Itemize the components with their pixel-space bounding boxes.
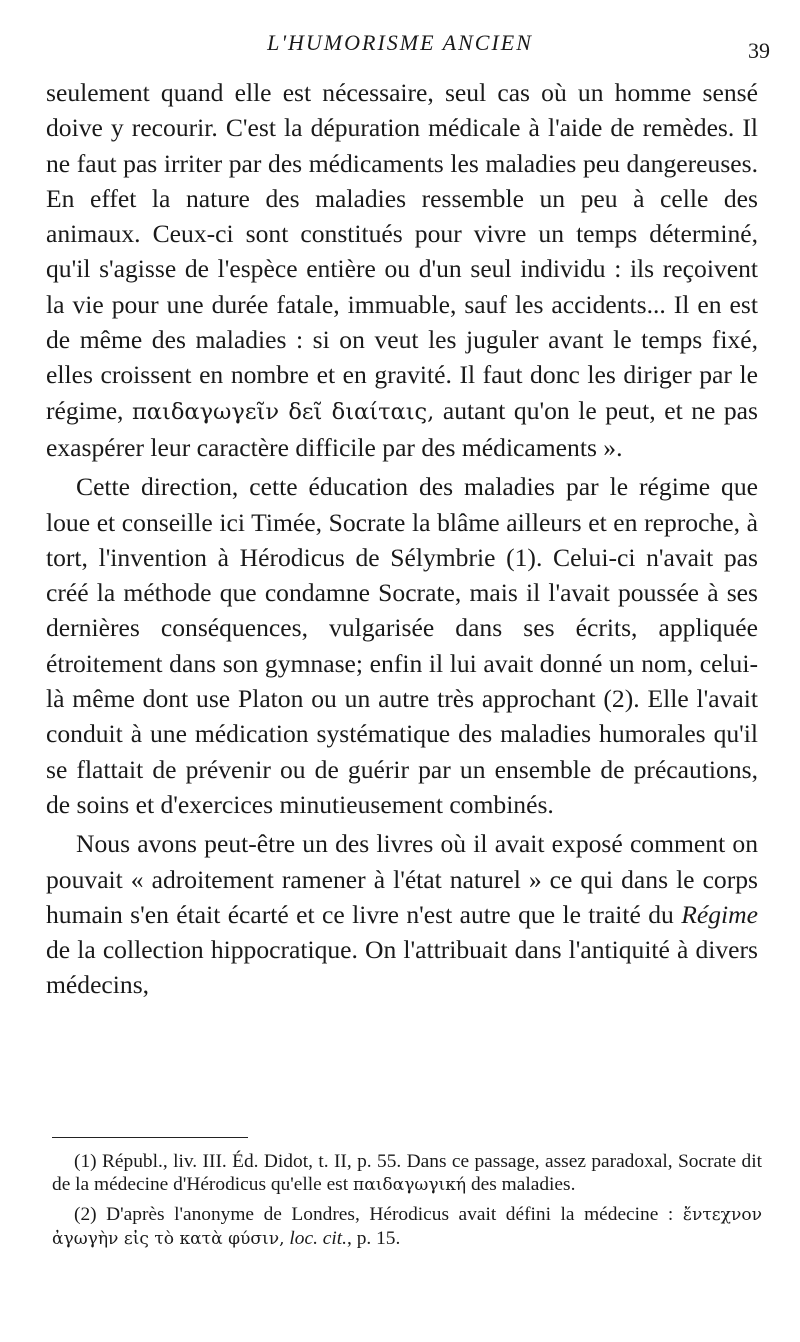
paragraph-1-text-b: autant qu'on le peut, et ne pas exaspérer leur caractère difficile par des médicaments ». — [46, 395, 758, 462]
footnote-divider — [52, 1137, 248, 1138]
paragraph-3-text-b: de la collection hippocratique. On l'attribuait dans l'antiquité à divers médecins, — [46, 935, 758, 1000]
footnote-2-text-a: (2) D'après l'anonyme de Londres, Hérodicus avait défini la médecine : — [74, 1204, 674, 1225]
footnote-2-citation: loc. cit. — [289, 1228, 348, 1249]
footnotes — [52, 1150, 762, 1257]
body-text — [46, 75, 758, 1003]
paragraph-3-text-a: Nous avons peut-être un des livres où il avait exposé comment on pouvait « adroitement ramener à l'état naturel » ce qui dans le corps humain s'en était écarté et ce livre n'est autre que le traité du — [46, 829, 758, 929]
page-number: 39 — [748, 38, 770, 63]
paragraph-3 — [46, 826, 758, 1002]
footnote-2-text-b: , p. 15. — [347, 1228, 401, 1249]
paragraph-1-text-a: seulement quand elle est nécessaire, seul cas où un homme sensé doive y recourir. C'est la dépuration médicale à l'aide de remèdes. Il ne faut pas irriter par des médicaments les maladies peu dangereuses. En effet la nature des maladies ressemble un peu à celle des animaux. Ceux-ci sont constitués pour vivre un temps déterminé, qu'il s'agisse de l'espèce entière ou d'un seul individu : ils reçoivent la vie pour une durée fatale, immuable, sauf les accidents... Il en est de même des maladies : si on veut les juguler avant le temps fixé, elles croissent en nombre et en gravité. Il faut donc les diriger par le régime, — [46, 78, 758, 425]
footnote-1-text-b: des maladies. — [470, 1174, 576, 1195]
greek-phrase: παιδαγωγεῖν δεῖ διαίταις, — [132, 398, 435, 425]
book-title-regime: Régime — [681, 899, 758, 929]
paragraph-1 — [46, 75, 758, 465]
footnote-1-greek: παιδαγωγική — [352, 1175, 467, 1195]
paragraph-2: Cette direction, cette éducation des maladies par le régime que loue et conseille ici Timée, Socrate la blâme ailleurs et en reproche, à tort, l'invention à Hérodicus de Sélymbrie (1). Celui-ci n'avait pas créé la méthode que condamne Socrate, mais il l'avait poussée à ses dernières conséquences, vulgarisée dans ses écrits, appliquée étroitement dans son gymnase; enfin il lui avait donné un nom, celui-là même dont use Platon ou un autre très approchant (2). Elle l'avait conduit à une médication systématique des maladies humorales qu'il se flattait de prévenir ou de guérir par un ensemble de précautions, de soins et d'exercices minutieusement combinés. — [46, 472, 758, 819]
running-title: L'HUMORISME ANCIEN — [267, 30, 533, 55]
footnote-1-text-a: (1) Républ., liv. III. Éd. Didot, t. II, p. 55. Dans ce passage, assez paradoxal, Socrate dit de la médecine d'Hérodicus qu'elle est — [52, 1151, 762, 1195]
footnote-2-greek: ἔντεχνον ἀγωγὴν εἰς τὸ κατὰ φύσιν, — [52, 1205, 762, 1249]
footnote-1 — [52, 1150, 762, 1197]
footnote-2 — [52, 1203, 762, 1251]
